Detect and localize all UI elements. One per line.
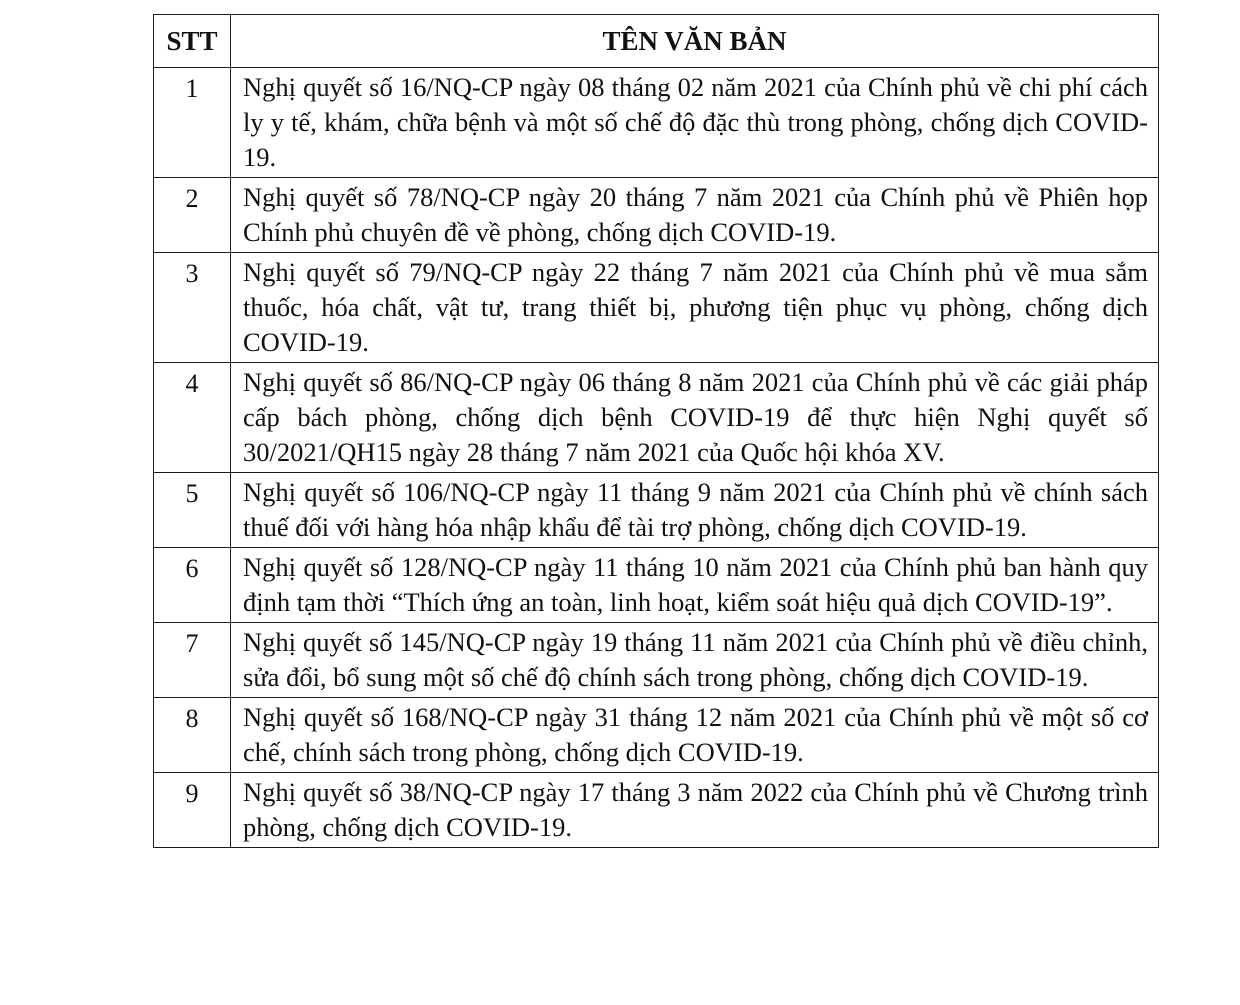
table-row [154, 253, 1159, 363]
table-header-row [154, 15, 1159, 68]
document-name: Nghị quyết số 78/NQ-CP ngày 20 tháng 7 năm 2021 của Chính phủ về Phiên họp Chính phủ chuyên đề về phòng, chống dịch COVID-19. [231, 178, 1159, 253]
document-name: Nghị quyết số 128/NQ-CP ngày 11 tháng 10 năm 2021 của Chính phủ ban hành quy định tạm thời “Thích ứng an toàn, linh hoạt, kiểm soát hiệu quả dịch COVID-19”. [231, 548, 1159, 623]
row-number: 2 [154, 178, 231, 253]
header-stt: STT [154, 15, 231, 68]
document-name: Nghị quyết số 168/NQ-CP ngày 31 tháng 12 năm 2021 của Chính phủ về một số cơ chế, chính sách trong phòng, chống dịch COVID-19. [231, 698, 1159, 773]
table-row [154, 698, 1159, 773]
document-name: Nghị quyết số 16/NQ-CP ngày 08 tháng 02 năm 2021 của Chính phủ về chi phí cách ly y tế, khám, chữa bệnh và một số chế độ đặc thù trong phòng, chống dịch COVID-19. [231, 68, 1159, 178]
header-document-name: TÊN VĂN BẢN [231, 15, 1159, 68]
document-name: Nghị quyết số 106/NQ-CP ngày 11 tháng 9 năm 2021 của Chính phủ về chính sách thuế đối với hàng hóa nhập khẩu để tài trợ phòng, chống dịch COVID-19. [231, 473, 1159, 548]
row-number: 3 [154, 253, 231, 363]
document-name: Nghị quyết số 79/NQ-CP ngày 22 tháng 7 năm 2021 của Chính phủ về mua sắm thuốc, hóa chất, vật tư, trang thiết bị, phương tiện phục vụ phòng, chống dịch COVID-19. [231, 253, 1159, 363]
table-row [154, 548, 1159, 623]
table-row [154, 623, 1159, 698]
document-table [153, 14, 1159, 848]
row-number: 6 [154, 548, 231, 623]
row-number: 8 [154, 698, 231, 773]
table-row [154, 178, 1159, 253]
row-number: 7 [154, 623, 231, 698]
document-name: Nghị quyết số 145/NQ-CP ngày 19 tháng 11 năm 2021 của Chính phủ về điều chỉnh, sửa đổi, bổ sung một số chế độ chính sách trong phòng, chống dịch COVID-19. [231, 623, 1159, 698]
document-name: Nghị quyết số 38/NQ-CP ngày 17 tháng 3 năm 2022 của Chính phủ về Chương trình phòng, chống dịch COVID-19. [231, 773, 1159, 848]
row-number: 1 [154, 68, 231, 178]
document-name: Nghị quyết số 86/NQ-CP ngày 06 tháng 8 năm 2021 của Chính phủ về các giải pháp cấp bách phòng, chống dịch bệnh COVID-19 để thực hiện Nghị quyết số 30/2021/QH15 ngày 28 tháng 7 năm 2021 của Quốc hội khóa XV. [231, 363, 1159, 473]
row-number: 4 [154, 363, 231, 473]
table-row [154, 363, 1159, 473]
row-number: 5 [154, 473, 231, 548]
table-row [154, 68, 1159, 178]
row-number: 9 [154, 773, 231, 848]
table-row [154, 773, 1159, 848]
table-row [154, 473, 1159, 548]
